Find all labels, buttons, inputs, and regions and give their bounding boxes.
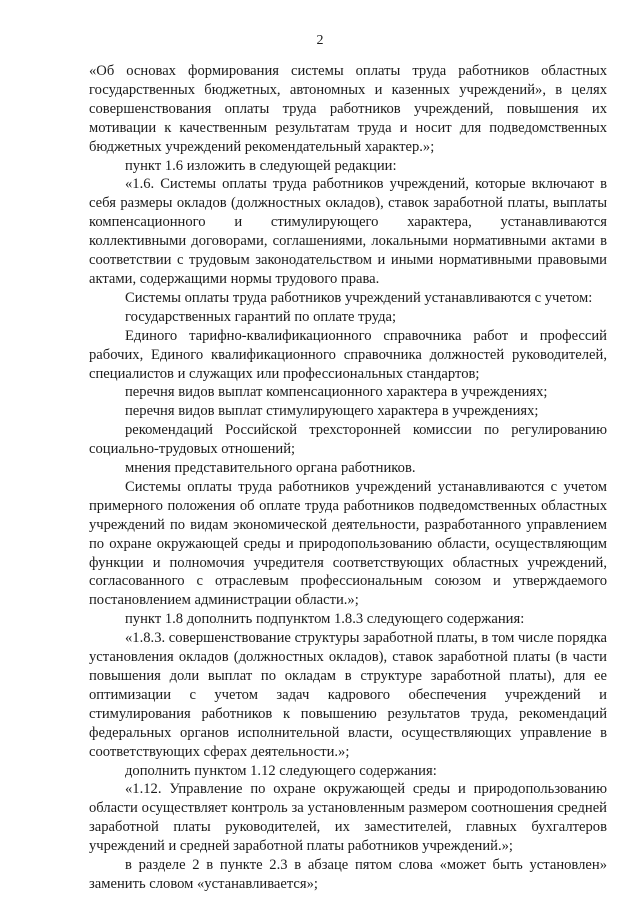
paragraph: перечня видов выплат стимулирующего характера в учреждениях; — [125, 403, 539, 420]
paragraph: «1.12. Управление по охране окружающей среды и природопользованию области осуществляет контроль за установленным размером соотношения средней заработной платы руководителей, их заместителей, главных бухгалтеров учреждений и средней заработной платы работников учреждений.»; — [89, 781, 607, 855]
paragraph: перечня видов выплат компенсационного характера в учреждениях; — [125, 384, 548, 401]
paragraph: Единого тарифно-квалификационного справочника работ и профессий рабочих, Единого квалификационного справочника должностей руководителей, специалистов и служащих или профессиональных стандартов; — [89, 327, 607, 382]
paragraph: «1.6. Системы оплаты труда работников учреждений, которые включают в себя размеры окладов (должностных окладов), ставок заработной платы, выплаты компенсационного и стимулирующего характера, устанавливаются коллективными договорами, соглашениями, локальными нормативными актами в соответствии с трудовым законодательством и иными нормативными правовыми актами, содержащими нормы трудового права. — [89, 176, 607, 287]
paragraph: рекомендаций Российской трехсторонней комиссии по регулированию социально-трудовых отношений; — [89, 422, 607, 458]
paragraph: пункт 1.8 дополнить подпунктом 1.8.3 следующего содержания: — [125, 611, 525, 628]
paragraph: дополнить пунктом 1.12 следующего содержания: — [125, 762, 437, 779]
document-body — [89, 62, 607, 894]
page-number: 2 — [316, 33, 324, 48]
paragraph: в разделе 2 в пункте 2.3 в абзаце пятом слова «может быть установлен» заменить словом «устанавливается»; — [89, 857, 607, 892]
paragraph: государственных гарантий по оплате труда; — [125, 308, 397, 325]
paragraph: Системы оплаты труда работников учреждений устанавливаются с учетом: — [125, 289, 593, 306]
paragraph: «Об основах формирования системы оплаты труда работников областных государственных бюджетных, автономных и казенных учреждений», в целях совершенствования оплаты труда работников учреждений, повышения их мотивации к качественным результатам труда и носит для подведомственных бюджетных учреждений рекомендательный характер.»; — [89, 63, 607, 155]
paragraph: «1.8.3. совершенствование структуры заработной платы, в том числе порядка установления окладов (должностных окладов), ставок заработной платы (в части повышения доли выплат по окладам в структуре заработной платы), для ее оптимизации с учетом задач кадрового обеспечения учреждений и стимулирования работников к повышению результатов труда, рекомендаций федеральных органов исполнительной власти, осуществляющих управление в соответствующих сферах деятельности.»; — [89, 630, 607, 760]
paragraph: мнения представительного органа работников. — [125, 460, 416, 477]
paragraph: пункт 1.6 изложить в следующей редакции: — [125, 157, 397, 174]
paragraph: Системы оплаты труда работников учреждений устанавливаются с учетом примерного положения об оплате труда работников подведомственных областных учреждений по видам экономической деятельности, разработанного управлением по охране окружающей среды и природопользованию области, осуществляющим функции и полномочия учредителя соответствующих областных учреждений, согласованного с отраслевым профессиональным союзом и утверждаемого постановлением администрации области.»; — [89, 478, 607, 609]
